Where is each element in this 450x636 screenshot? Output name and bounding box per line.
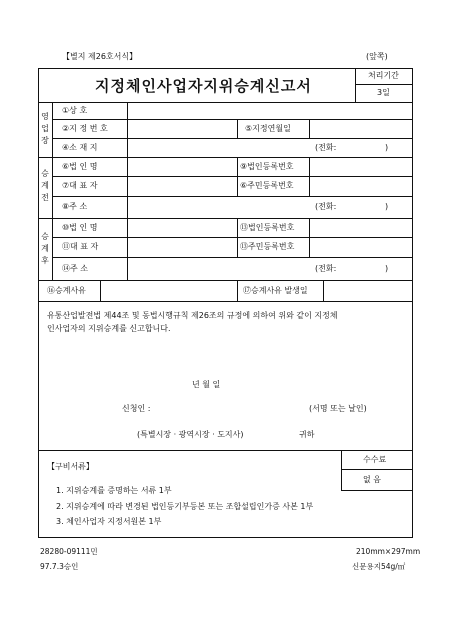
reason-date-label: ⑰승계사유 발생일 [243, 286, 308, 295]
addressee-suffix: 귀하 [299, 430, 315, 439]
form-number: 【별지 제26호서식】 [62, 52, 138, 61]
processing-period-value: 3일 [377, 88, 390, 97]
form-code: 28280-09111민 [40, 547, 98, 556]
doc-item: 3. 체인사업자 지정서원본 1부 [56, 517, 162, 526]
resident-reg-label: ⑥주민등록번호 [240, 181, 294, 190]
side-label: (앞쪽) [366, 52, 388, 61]
reason-label: ⑯승계사유 [47, 286, 86, 295]
signature-label: (서명 또는 날인) [309, 404, 367, 413]
statement-line-2: 인사업자의 지위승계를 신고합니다. [47, 324, 171, 333]
statement-line-1: 유통산업발전법 제44조 및 동법시행규칙 제26조의 규정에 의하여 위와 같이 지정체 [47, 311, 338, 320]
phone-close: ) [385, 202, 389, 211]
resident-reg-label: ⑬주민등록번호 [240, 242, 295, 251]
doc-item: 1. 지위승계를 증명하는 서류 1부 [56, 486, 172, 495]
phone-close: ) [385, 143, 389, 152]
representative-label: ⑪대 표 자 [62, 242, 99, 251]
paper-size: 210mm×297mm [356, 547, 421, 556]
corp-name-label: ⑥법 인 명 [62, 162, 98, 171]
designation-number-label: ②지 정 번 호 [62, 124, 108, 133]
corp-reg-label: ⑨법인등록번호 [240, 162, 294, 171]
address-label: ⑧주 소 [62, 202, 88, 211]
phone-label: (전화: [315, 264, 337, 273]
form-title: 지정체인사업자지위승계신고서 [95, 77, 312, 95]
designation-date-label: ⑤지정연월일 [245, 124, 291, 133]
addressee: (특별시장 · 광역시장 · 도지사) [137, 430, 244, 439]
location-label: ④소 재 지 [62, 143, 98, 152]
phone-close: ) [385, 264, 389, 273]
fee-label: 수수료 [363, 455, 387, 464]
applicant-label: 신청인 : [122, 404, 151, 413]
corp-reg-label: ⑬법인등록번호 [240, 223, 295, 232]
corp-name-label: ⑩법 인 명 [62, 223, 98, 232]
section-label-before: 승 계 전 [41, 169, 49, 202]
section-label-business: 영 업 장 [41, 112, 49, 145]
trade-name-label: ①상 호 [62, 106, 88, 115]
phone-label: (전화: [315, 143, 337, 152]
phone-label: (전화: [315, 202, 337, 211]
processing-period-label: 처리기간 [368, 71, 399, 80]
doc-item: 2. 지위승계에 따라 변경된 법인등기부등본 또는 조합설립인가증 사본 1부 [56, 502, 314, 511]
docs-title: 【구비서류】 [47, 462, 94, 471]
fee-value: 없 음 [363, 475, 381, 484]
representative-label: ⑦대 표 자 [62, 181, 98, 190]
date-line: 년 월 일 [192, 380, 221, 389]
paper-type: 신문용지54g/㎡ [352, 562, 406, 571]
address-label: ⑭주 소 [62, 264, 88, 273]
section-label-after: 승 계 후 [41, 232, 49, 265]
approval-date: 97.7.3승인 [40, 562, 79, 571]
